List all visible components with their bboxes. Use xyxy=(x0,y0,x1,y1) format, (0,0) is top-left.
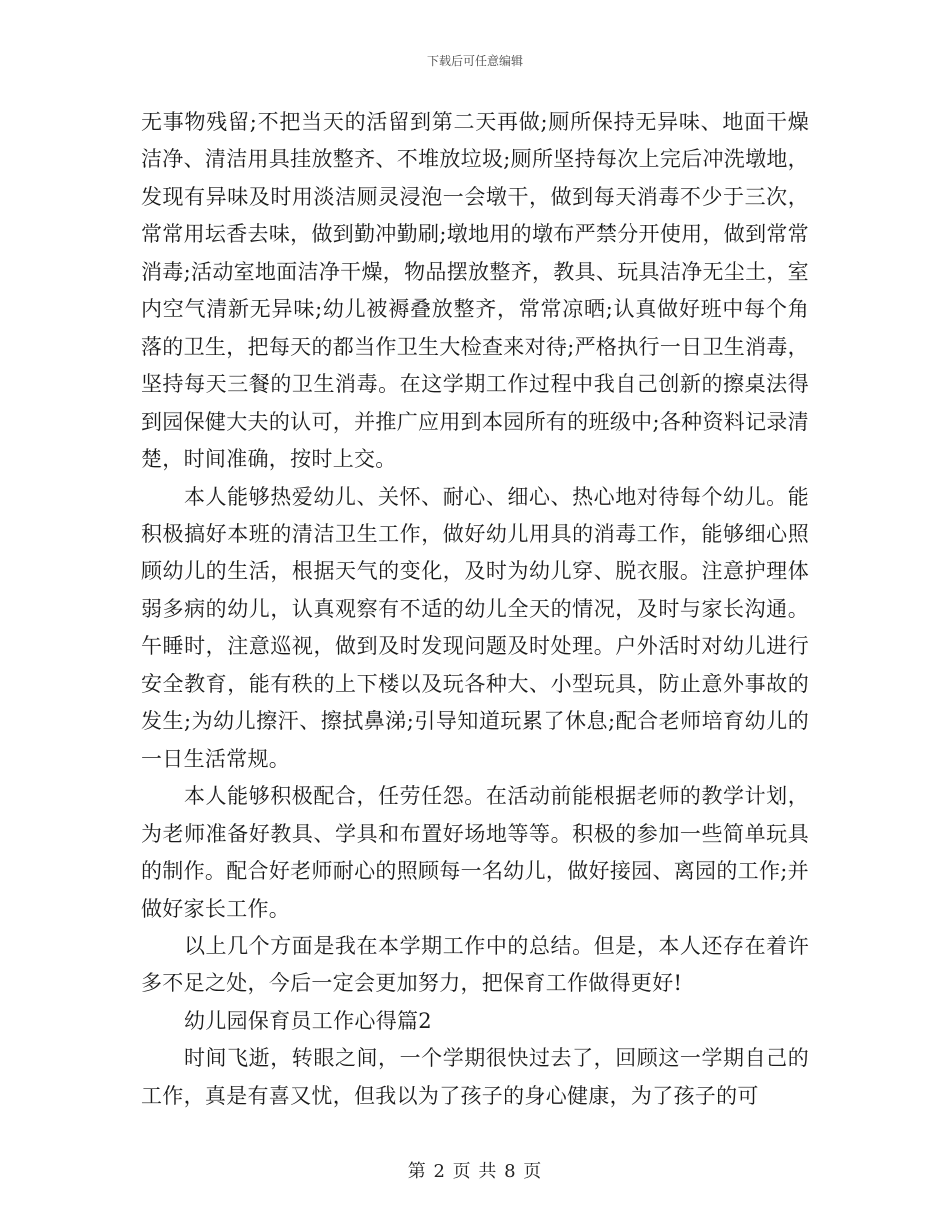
paragraph-child-care: 本人能够热爱幼儿、关怀、耐心、细心、热心地对待每个幼儿。能积极搞好本班的清洁卫生工作，做好幼儿用具的消毒工作，能够细心照顾幼儿的生活，根据天气的变化，及时为幼儿穿、脱衣服。注意护理体弱多病的幼儿，认真观察有不适的幼儿全天的情况，及时与家长沟通。午睡时，注意巡视，做到及时发现问题及时处理。户外活时对幼儿进行安全教育，能有秩的上下楼以及玩各种大、小型玩具，防止意外事故的发生;为幼儿擦汗、擦拭鼻涕;引导知道玩累了休息;配合老师培育幼儿的一日生活常规。 xyxy=(141,484,809,771)
paragraph-summary: 以上几个方面是我在本学期工作中的总结。但是，本人还存在着许多不足之处，今后一定会更加努力，把保育工作做得更好! xyxy=(141,933,809,996)
page-header-note: 下载后可任意编辑 xyxy=(426,54,523,68)
paragraph-hygiene-duties: 无事物残留;不把当天的活留到第二天再做;厕所保持无异味、地面干燥洁净、清洁用具挂放整齐、不堆放垃圾;厕所坚持每次上完后冲洗墩地，发现有异味及时用淡洁厕灵浸泡一会墩干，做到每天消毒不少于三次，常常用坛香去味，做到勤冲勤刷;墩地用的墩布严禁分开使用，做到常常消毒;活动室地面洁净干燥，物品摆放整齐，教具、玩具洁净无尘土，室内空气清新无异味;幼儿被褥叠放整齐，常常凉晒;认真做好班中每个角落的卫生，把每天的都当作卫生大检查来对待;严格执行一日卫生消毒，坚持每天三餐的卫生消毒。在这学期工作过程中我自己创新的擦桌法得到园保健大夫的认可，并推广应用到本园所有的班级中;各种资料记录清楚，时间准确，按时上交。 xyxy=(141,110,809,472)
document-body xyxy=(141,104,809,1115)
section-heading: 幼儿园保育员工作心得篇2 xyxy=(184,1008,432,1033)
paragraph-section2-intro: 时间飞逝，转眼之间，一个学期很快过去了，回顾这一学期自己的工作，真是有喜又忧，但我以为了孩子的身心健康，为了孩子的可 xyxy=(141,1046,809,1108)
paragraph-teacher-cooperation: 本人能够积极配合，任劳任怨。在活动前能根据老师的教学计划，为老师准备好教具、学具和布置好场地等等。积极的参加一些简单玩具的制作。配合好老师耐心的照顾每一名幼儿，做好接园、离园的工作;并做好家长工作。 xyxy=(141,784,809,921)
page-number-footer: 第 2 页 共 8 页 xyxy=(407,1161,543,1182)
